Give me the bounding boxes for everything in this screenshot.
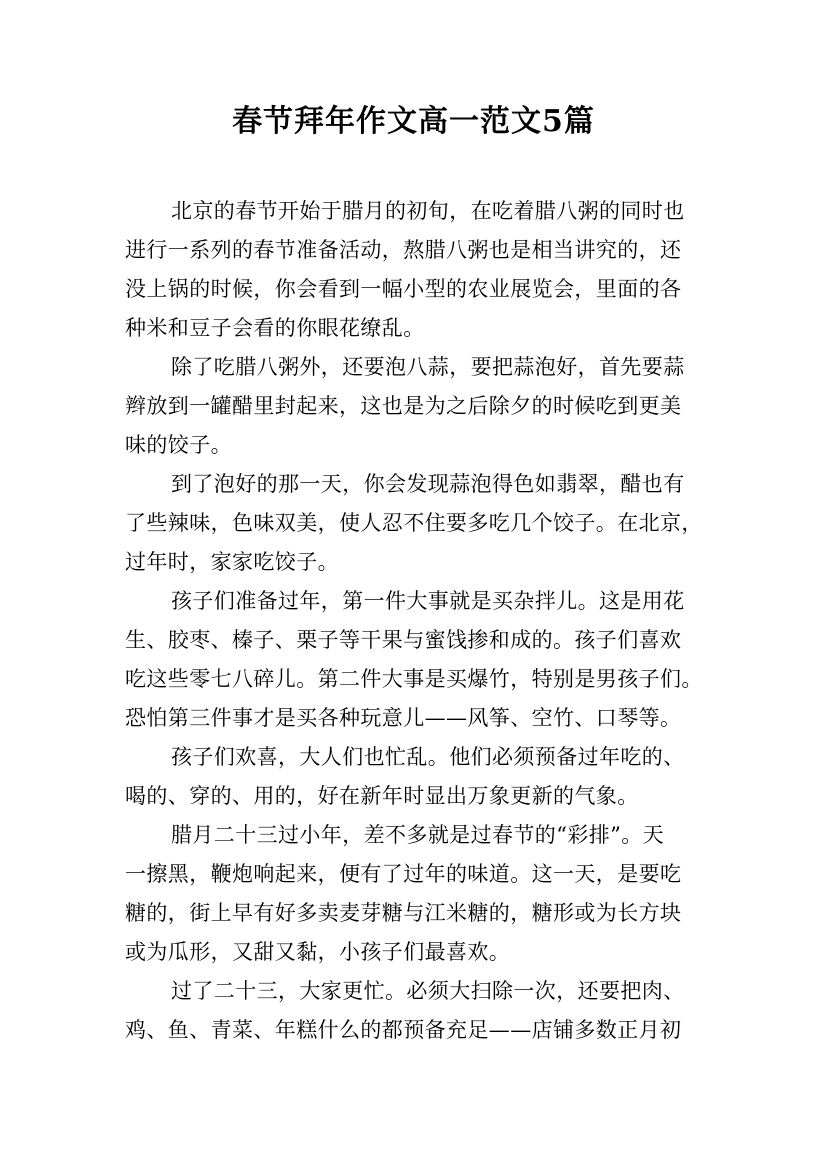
paragraph-line: 吃这些零七八碎儿。第二件大事是买爆竹，特别是男孩子们。: [125, 667, 703, 691]
paragraph-line: 到了泡好的那一天，你会发现蒜泡得色如翡翠，醋也有: [171, 472, 685, 496]
paragraph-line: 过了二十三，大家更忙。必须大扫除一次，还要把肉、: [171, 979, 685, 1003]
paragraph-line: 一擦黑，鞭炮响起来，便有了过年的味道。这一天，是要吃: [125, 862, 682, 886]
paragraph-2: [125, 348, 710, 465]
paragraph-line: 孩子们欢喜，大人们也忙乱。他们必须预备过年吃的、: [171, 745, 685, 769]
paragraph-line: 喝的、穿的、用的，好在新年时显出万象更新的气象。: [125, 784, 639, 808]
paragraph-1: [125, 192, 710, 348]
paragraph-line: 鸡、鱼、青菜、年糕什么的都预备充足——店铺多数正月初: [125, 1018, 682, 1042]
paragraph-line: 腊月二十三过小年，差不多就是过春节的“彩排”。天: [171, 823, 665, 847]
paragraph-line: 味的饺子。: [125, 433, 232, 457]
document-title: 春节拜年作文高一范文5篇: [232, 104, 595, 139]
paragraph-line: 种米和豆子会看的你眼花缭乱。: [125, 316, 425, 340]
paragraph-line: 恐怕第三件事才是买各种玩意儿——风筝、空竹、口琴等。: [125, 706, 682, 730]
paragraph-line: 了些辣味，色味双美，使人忍不住要多吃几个饺子。在北京，: [125, 511, 703, 535]
paragraph-line: 糖的，街上早有好多卖麦芽糖与江米糖的，糖形或为长方块: [125, 901, 682, 925]
paragraph-line: 进行一系列的春节准备活动，熬腊八粥也是相当讲究的，还: [125, 238, 682, 262]
paragraph-line: 生、胶枣、榛子、栗子等干果与蜜饯掺和成的。孩子们喜欢: [125, 628, 682, 652]
paragraph-7: [125, 972, 710, 1050]
paragraph-4: [125, 582, 710, 738]
paragraph-line: 辫放到一罐醋里封起来，这也是为之后除夕的时候吃到更美: [125, 394, 682, 418]
document-body: [125, 192, 710, 1050]
paragraph-line: 除了吃腊八粥外，还要泡八蒜，要把蒜泡好，首先要蒜: [171, 355, 685, 379]
paragraph-line: 或为瓜形，又甜又黏，小孩子们最喜欢。: [125, 940, 511, 964]
paragraph-line: 过年时，家家吃饺子。: [125, 550, 339, 574]
paragraph-3: [125, 465, 710, 582]
paragraph-6: [125, 816, 710, 972]
paragraph-line: 北京的春节开始于腊月的初旬，在吃着腊八粥的同时也: [171, 199, 685, 223]
paragraph-line: 没上锅的时候，你会看到一幅小型的农业展览会，里面的各: [125, 277, 682, 301]
paragraph-5: [125, 738, 710, 816]
paragraph-line: 孩子们准备过年，第一件大事就是买杂拌儿。这是用花: [171, 589, 685, 613]
